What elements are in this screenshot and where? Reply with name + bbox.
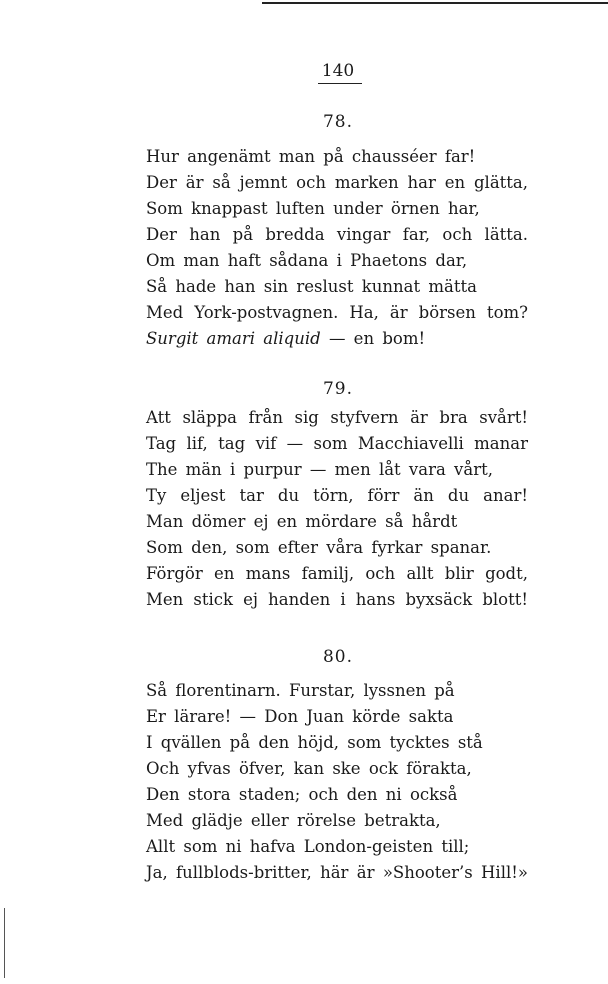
verse-line: Ty eljest tar du törn, förr än du anar!: [146, 486, 528, 505]
verse-line: Så florentinarn. Furstar, lyssnen på: [146, 681, 455, 700]
verse-line: Man dömer ej en mördare så hårdt: [146, 512, 458, 531]
page-number-rule: [318, 83, 362, 84]
stanza-78: [146, 144, 556, 352]
left-margin-line: [4, 908, 5, 978]
verse-line: Der han på bredda vingar far, och lätta.: [146, 225, 528, 244]
stanza-number-78: 78.: [322, 112, 354, 132]
verse-line: I qvällen på den höjd, som tycktes stå: [146, 733, 483, 752]
verse-line: Ja, fullblods-britter, här är »Shooter’s Hill!»: [146, 863, 528, 882]
stanza-number-80: 80.: [322, 647, 354, 667]
stanza-79: [146, 405, 556, 613]
verse-line: Förgör en mans familj, och allt blir godt,: [146, 564, 528, 583]
verse-line: The män i purpur — men låt vara vårt,: [146, 460, 493, 479]
verse-line: Och yfvas öfver, kan ske ock förakta,: [146, 759, 472, 778]
verse-line: Med glädje eller rörelse betrakta,: [146, 811, 441, 830]
stanza-number-79: 79.: [322, 379, 354, 399]
verse-line: Den stora staden; och den ni också: [146, 785, 458, 804]
verse-line: Men stick ej handen i hans byxsäck blott!: [146, 590, 528, 609]
latin-phrase: Surgit amari aliquid: [146, 329, 321, 348]
verse-line: Hur angenämt man på chausséer far!: [146, 147, 476, 166]
verse-line: Som den, som efter våra fyrkar spanar.: [146, 538, 492, 557]
verse-line-last: [146, 326, 556, 352]
verse-line: Er lärare! — Don Juan körde sakta: [146, 707, 454, 726]
verse-line: Med York-postvagnen. Ha, är börsen tom?: [146, 303, 528, 322]
verse-line: Allt som ni hafva London-geisten till;: [146, 837, 470, 856]
top-rule: [262, 2, 608, 4]
verse-line: Så hade han sin reslust kunnat mätta: [146, 277, 477, 296]
verse-line: Tag lif, tag vif — som Macchiavelli manar: [146, 434, 528, 453]
verse-line: Der är så jemnt och marken har en glätta,: [146, 173, 528, 192]
verse-line: Om man haft sådana i Phaetons dar,: [146, 251, 468, 270]
verse-line-rest: — en bom!: [328, 329, 426, 348]
page-number: 140: [321, 61, 355, 81]
stanza-80: [146, 678, 556, 886]
verse-line: Som knappast luften under örnen har,: [146, 199, 480, 218]
verse-line: Att släppa från sig styfvern är bra svårt!: [146, 408, 528, 427]
